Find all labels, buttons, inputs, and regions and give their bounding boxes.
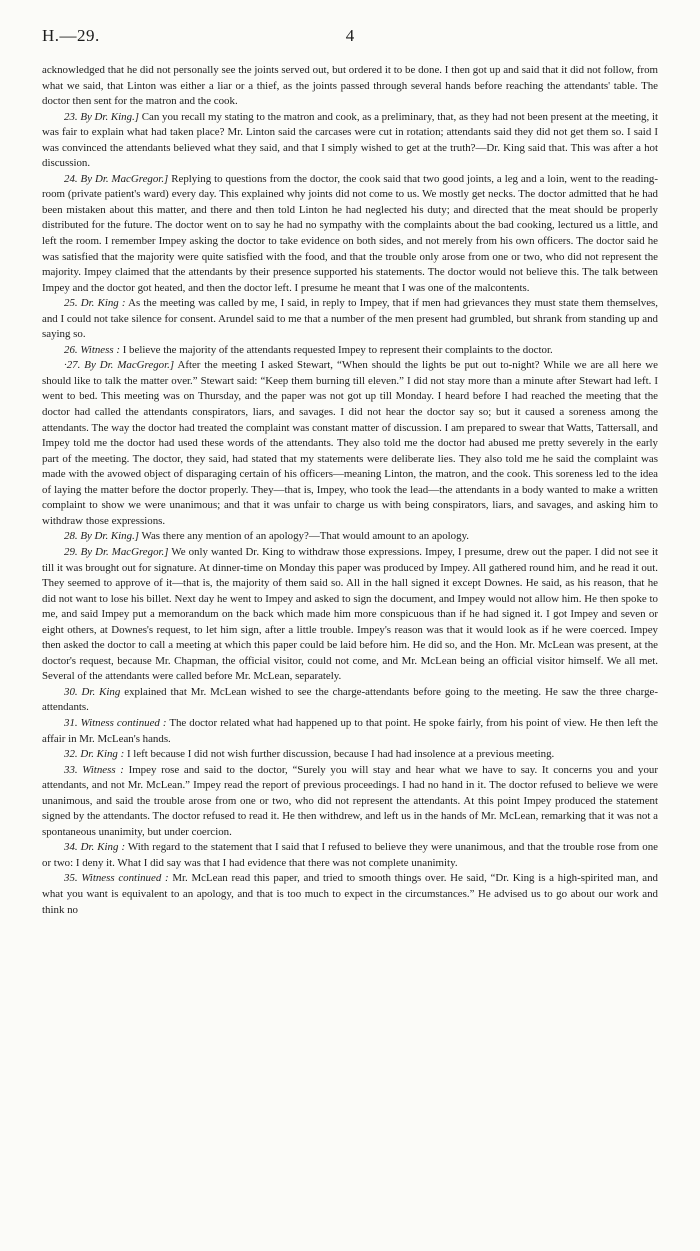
paragraph-text: acknowledged that he did not personally see the joints served out, but ordered it to be done. I then got up and said that it did not follow, from what we said, that Linton was either a liar or a thief, as the joints passed through several hands before reaching the attendants' table. The doctor then sent for the matron and the cook. [42, 64, 658, 108]
paragraph [42, 63, 658, 110]
paragraph-text: Was there any mention of an apology?—That would amount to an apology. [139, 530, 470, 543]
paragraph-text: We only wanted Dr. King to withdraw those expressions. Impey, I presume, drew out the paper. I did not see it till it was brought out for signature. At dinner-time on Monday this paper was produced by Impey. All gathered round him, and he read it out. They seemed to approve of it—that is, the majority of them said so. All in the hall signed it except Downes. He said, as his reason, that he did not want to lose his billet. Next day he went to Impey and asked to sign the document, and Impey would not allow him. He then spoke to me, and said Impey put a memorandum on the back which made him more conspicuous than if he had signed it. I got Impey and seven or eight others, at Downes's request, to let him sign, after a little trouble. Impey's reason was that it would look as if he were coerced. Impey then asked the doctor to call a meeting at which this paper could be laid before him. He did so, and the Hon. Mr. McLean was present, at the doctor's request, because Mr. Chapman, the official visitor, could not come, and Mr. McLean being an official visitor himself. We all met. Several of the attendants were called before Mr. McLean, separately. [42, 545, 658, 683]
paragraph-lead: 31. Witness continued : [64, 716, 167, 729]
paragraph-text: The doctor related what had happened up to that point. He spoke fairly, from his point of view. He then left the affair in Mr. McLean's hands. [42, 716, 658, 745]
paragraph-text: After the meeting I asked Stewart, “When should the lights be put out to-night? While we are all here we should like to talk the matter over.” Stewart said: “Keep them burning till eleven.” I did not stay more than a minute after Stewart had left. I went to bed. This meeting was on Thursday, and the paper was not got up till Monday. I heard before I had reached the meeting that the doctor had called the attendants conspirators, liars, and savages. I did not hear the doctor say so; but it caused a soreness among the attendants. The way the doctor had treated the complaint was constant matter of discussion. I am prepared to swear that Watts, Tattersall, and Impey told me the doctor had used these words of the attendants. They also told me the doctor had abused me pretty severely in the early part of the meeting. The doctor, they said, had stated that my statements were deliberate lies. They also told me he said the complaint was made with the avowed object of disparaging certain of his officers—meaning Linton, the matron, and the cook. This soreness led to the idea of laying the matter before the doctor properly. They—that is, Impey, who took the lead—the attendants in a body wanted to make a written complaint to show we were unanimous; and that it was unfair to charge us with being conspirators, liars, and savages, and asking him to withdraw those expressions. [42, 359, 659, 527]
paragraph-lead: 30. Dr. King [64, 685, 121, 698]
paragraph [42, 763, 658, 841]
paragraph [42, 747, 658, 763]
page-header [42, 26, 658, 48]
paragraph-lead: 29. By Dr. MacGregor.] [64, 545, 169, 558]
paragraph-text: I left because I did not wish further discussion, because I had had insolence at a previous meeting. [124, 748, 555, 761]
paragraph-text: Can you recall my stating to the matron and cook, as a preliminary, that, as they had not been present at the meeting, it was fair to explain what had taken place? Mr. Linton said the carcases were cut in rotation; attendants said they did not get them so. I said I was convinced the attendants believed what they said, and that I simply wished to get at the truth?—Dr. King said that. This was after a hot discussion. [42, 110, 658, 170]
paragraph-text: Impey rose and said to the doctor, “Surely you will stay and hear what we have to say. It concerns you and your attendants, and not Mr. McLean.” Impey read the report of previous proceedings. I had no hand in it. The doctor refused to believe we were unanimous, and said the trouble arose from one or two, who did not represent the attendants. At this point Impey produced the statement signed by the attendants. The doctor refused to read it. He then withdrew, and left us in the hands of Mr. McLean, remarking that it was not a spontaneous unanimity, but under coercion. [42, 763, 658, 838]
document-reference: H.—29. [42, 26, 100, 45]
body-text [42, 63, 658, 918]
paragraph-lead: 35. Witness continued : [64, 872, 169, 885]
paragraph-text: I believe the majority of the attendants requested Impey to represent their complaints to the doctor. [119, 343, 553, 356]
paragraph [42, 840, 658, 871]
paragraph-lead: 34. Dr. King : [64, 841, 126, 854]
paragraph [42, 871, 658, 918]
paragraph-lead: 23. By Dr. King.] [64, 110, 140, 123]
paragraph [42, 529, 658, 545]
paragraph-text: As the meeting was called by me, I said, in reply to Impey, that if men had grievances they must state them themselves, and I could not take silence for consent. Arundel said to me that a number of the men present had grumbled, but shrank from standing up and saying so. [42, 297, 658, 341]
paragraph [42, 110, 658, 172]
paragraph [42, 296, 658, 343]
paragraph [42, 685, 658, 716]
paragraph-lead: 24. By Dr. MacGregor.] [64, 172, 169, 185]
page-number: 4 [345, 26, 355, 45]
paragraph-text: Mr. McLean read this paper, and tried to smooth things over. He said, “Dr. King is a high-spirited man, and what you want is equivalent to an apology, and that is too much to expect in the circumstances.” He advised us to go about our work and think no [42, 872, 658, 916]
paragraph-lead: 32. Dr. King : [64, 748, 125, 761]
paragraph-text: explained that Mr. McLean wished to see the charge-attendants before going to the meeting. He saw the three charge-attendants. [42, 685, 658, 714]
paragraph-text: With regard to the statement that I said that I refused to believe they were unanimous, and that the trouble rose from one or two: I deny it. What I did say was that I had evidence that there was not complete unanimity. [42, 841, 658, 869]
paragraph-lead: 28. By Dr. King.] [64, 530, 140, 543]
paragraph [42, 716, 658, 747]
paragraph [42, 545, 658, 685]
paragraph-lead: 25. Dr. King : [64, 297, 126, 310]
paragraph [42, 358, 658, 529]
paragraph-lead: 26. Witness : [64, 343, 120, 356]
paragraph [42, 172, 658, 296]
paragraph-text: Replying to questions from the doctor, the cook said that two good joints, a leg and a loin, went to the reading-room (private patient's ward) every day. This explained why joints did not come to us. We mostly get necks. The doctor admitted that he had been mistaken about this matter, and there and then told Linton he had neglected his duty; and directed that the meat should be properly distributed for the future. The doctor went on to say he had no sympathy with the complaints about the bad cooking, lectured us a little, and left the room. I remember Impey asking the doctor to take evidence on both sides, and not merely from his own officers. The doctor said he was satisfied that the majority were quite satisfied with the food, and that the trouble only arose from one or two, who did not represent the majority. Impey claimed that the attendants by their presence supported his statements. The doctor would not believe this. The talk between Impey and the doctor got heated, and then the doctor left. I presume he meant that I was one of the malcontents. [42, 172, 658, 294]
paragraph [42, 343, 658, 359]
paragraph-lead: 33. Witness : [64, 763, 124, 776]
paragraph-lead: ·27. By Dr. MacGregor.] [64, 359, 175, 372]
